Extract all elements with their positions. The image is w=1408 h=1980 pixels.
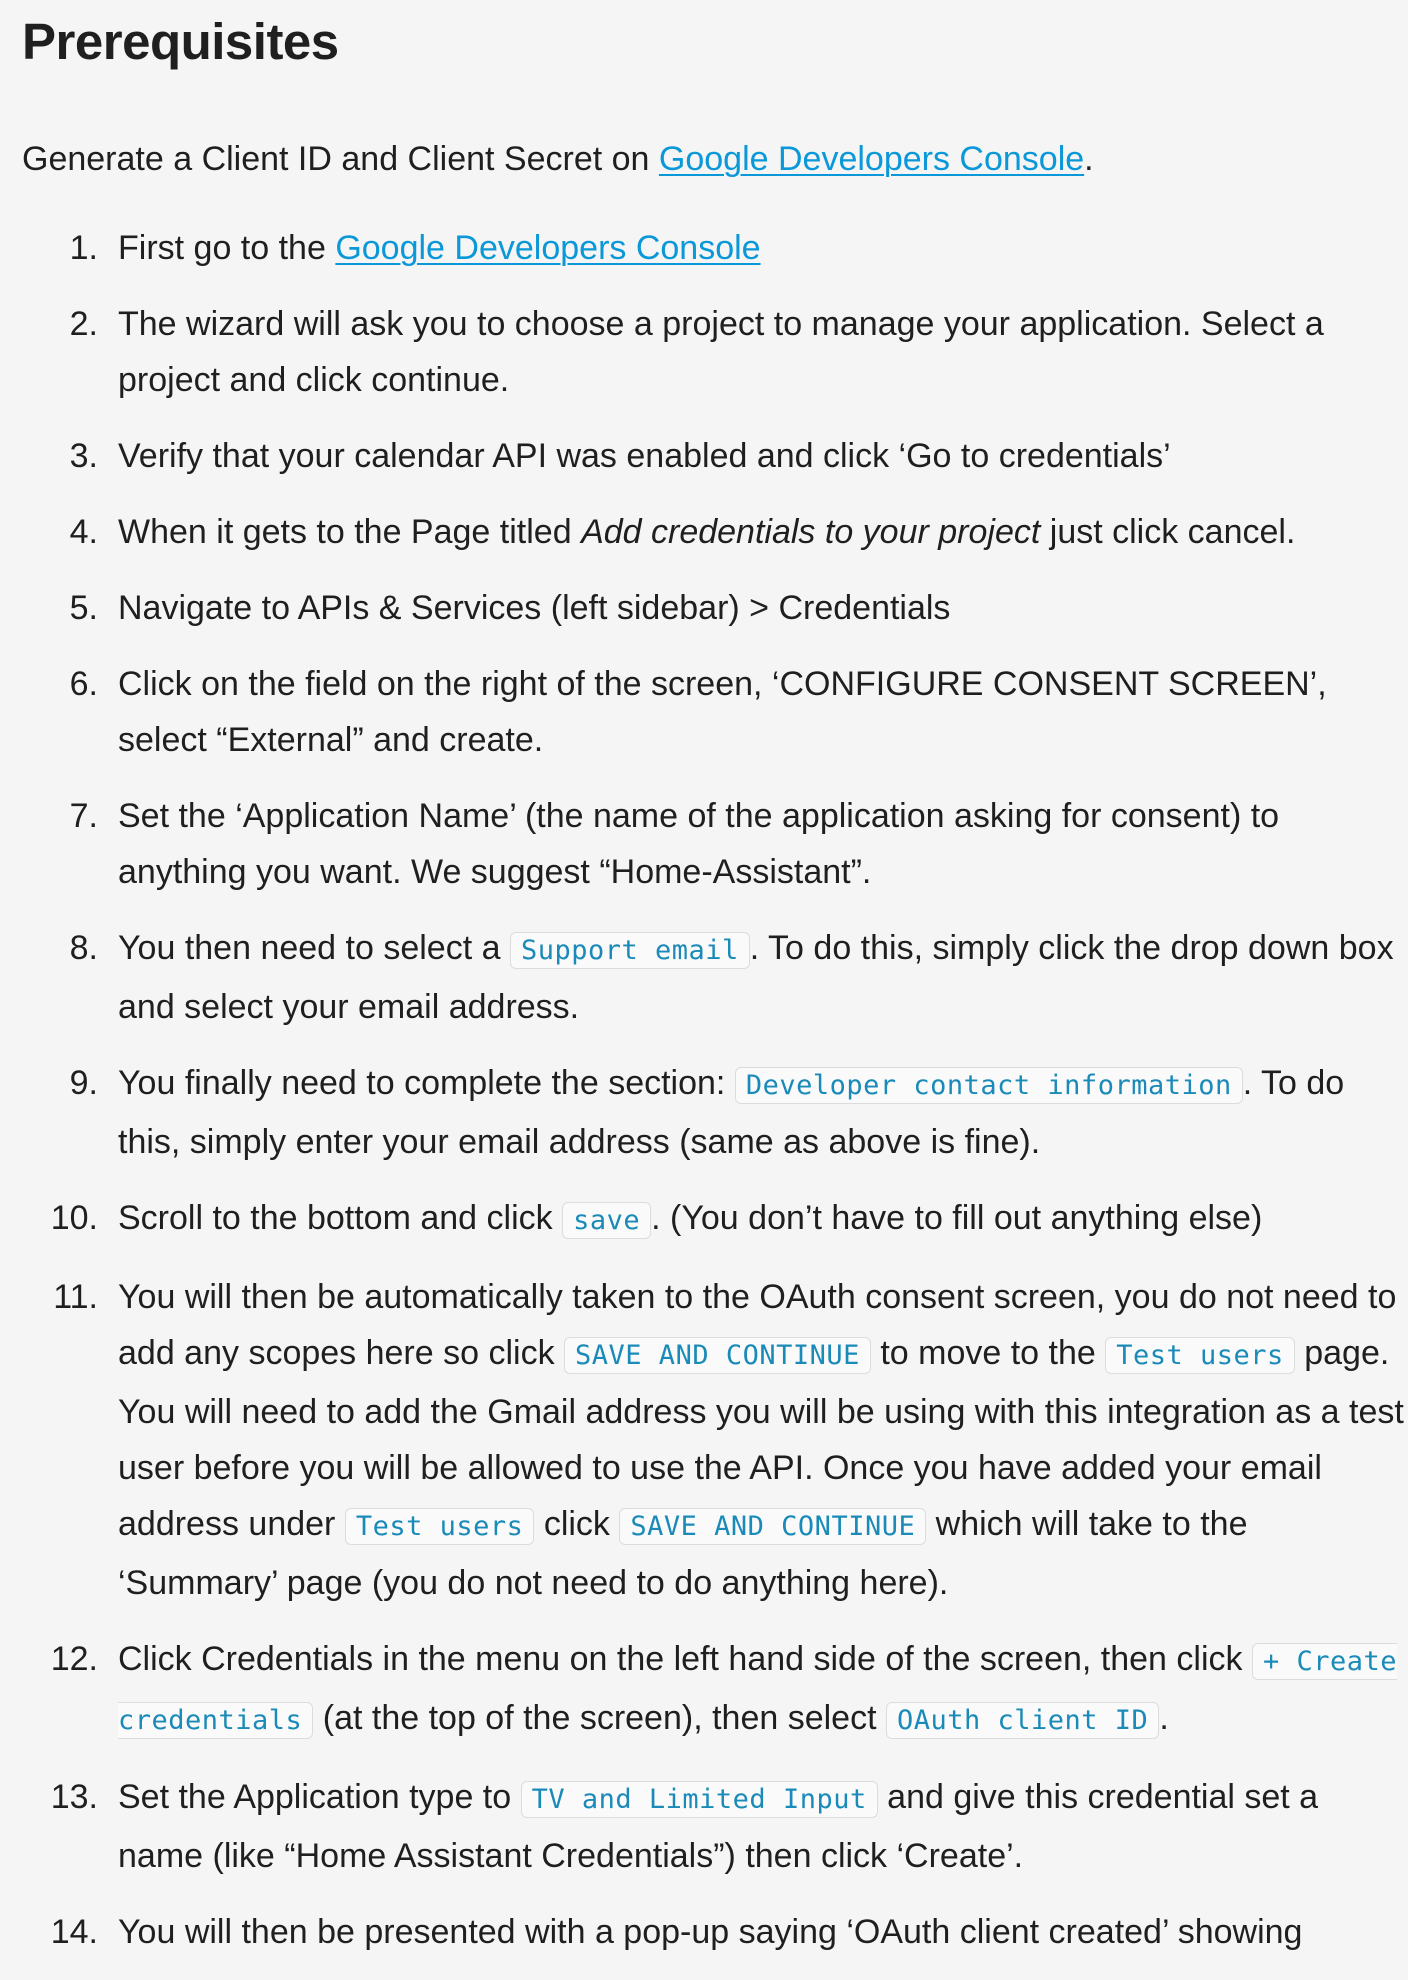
step-text: Verify that your calendar API was enabled and click ‘Go to credentials’ xyxy=(118,437,1171,475)
step-number: 5. xyxy=(69,589,98,627)
list-item xyxy=(22,428,1408,484)
step-text: and give this credential set a name (like “Home Assistant Credentials”) then click ‘Create’. xyxy=(118,1778,1319,1875)
inline-code: + Create credentials xyxy=(118,1643,1397,1739)
step-text: page. You will need to add the Gmail address you will be using with this integration as a test user before you will be allowed to use the API. Once you have added your email address under xyxy=(118,1334,1404,1543)
list-item xyxy=(22,1269,1408,1611)
document-page xyxy=(22,0,1408,1980)
step-number: 9. xyxy=(69,1064,98,1102)
inline-code: save xyxy=(562,1202,651,1239)
step-text: to move to the xyxy=(870,1334,1106,1372)
inline-code: Developer contact information xyxy=(735,1067,1243,1104)
page-title: Prerequisites xyxy=(22,13,339,70)
step-text: You will then be automatically taken to the OAuth consent screen, you do not need to add any scopes here so click xyxy=(118,1278,1397,1372)
inline-code: Support email xyxy=(510,932,750,969)
step-number: 8. xyxy=(69,929,98,967)
inline-code: SAVE AND CONTINUE xyxy=(564,1337,871,1374)
step-text: which will take to the ‘Summary’ page (you do not need to do anything here). xyxy=(118,1505,1248,1602)
step-text: Navigate to APIs & Services (left sidebar) > Credentials xyxy=(118,589,951,627)
step-text: When it gets to the Page titled xyxy=(118,513,582,551)
list-item xyxy=(22,1769,1408,1884)
inline-code: Test users xyxy=(1105,1337,1295,1374)
list-item xyxy=(22,504,1408,560)
step-text: You will then be presented with a pop-up saying ‘OAuth client created’ showing xyxy=(118,1913,1303,1951)
google-developers-console-link[interactable]: Google Developers Console xyxy=(658,140,1085,178)
step-text: You then need to select a xyxy=(118,929,510,967)
step-text: The wizard will ask you to choose a project to manage your application. Select a project and click continue. xyxy=(118,305,1324,399)
page-title-emphasis: Add credentials to your project xyxy=(581,513,1041,551)
step-text: click xyxy=(534,1505,620,1543)
step-number: 10. xyxy=(50,1199,98,1237)
step-number: 6. xyxy=(69,665,98,703)
step-text: You finally need to complete the section: xyxy=(118,1064,735,1102)
intro-paragraph xyxy=(22,131,1408,187)
step-text: . (You don’t have to fill out anything else) xyxy=(651,1199,1263,1237)
step-number: 3. xyxy=(69,437,98,475)
list-item xyxy=(22,920,1408,1035)
step-text: (at the top of the screen), then select xyxy=(313,1699,886,1737)
step-number: 13. xyxy=(50,1778,98,1816)
step-text: . To do this, simply enter your email address (same as above is fine). xyxy=(118,1064,1345,1161)
step-number: 11. xyxy=(53,1278,98,1316)
list-item xyxy=(22,1631,1408,1749)
step-text: just click cancel. xyxy=(1040,513,1296,551)
step-number: 2. xyxy=(69,305,98,343)
step-text: . xyxy=(1159,1699,1169,1737)
list-item xyxy=(22,788,1408,900)
list-item xyxy=(22,1190,1408,1249)
inline-code: OAuth client ID xyxy=(886,1702,1159,1739)
list-item xyxy=(22,1055,1408,1170)
intro-text: Generate a Client ID and Client Secret on xyxy=(22,140,659,178)
inline-code: TV and Limited Input xyxy=(521,1781,878,1818)
inline-code: SAVE AND CONTINUE xyxy=(619,1508,926,1545)
list-item xyxy=(22,1904,1408,1960)
intro-period: . xyxy=(1084,140,1094,178)
step-text: Scroll to the bottom and click xyxy=(118,1199,563,1237)
step-number: 1. xyxy=(69,229,98,267)
step-text: Set the Application type to xyxy=(118,1778,521,1816)
list-item xyxy=(22,296,1408,408)
inline-code: Test users xyxy=(345,1508,535,1545)
list-item xyxy=(22,656,1408,768)
step-number: 4. xyxy=(69,513,98,551)
step-text: Click on the field on the right of the screen, ‘CONFIGURE CONSENT SCREEN’, select “External” and create. xyxy=(118,665,1327,759)
steps-list xyxy=(22,220,1408,1960)
step-number: 7. xyxy=(69,797,98,835)
step-text: Click Credentials in the menu on the left hand side of the screen, then click xyxy=(118,1640,1252,1678)
step-number: 12. xyxy=(50,1640,98,1678)
google-developers-console-link[interactable]: Google Developers Console xyxy=(335,229,761,267)
step-text: First go to the xyxy=(118,229,336,267)
list-item xyxy=(22,220,1408,276)
step-text: Set the ‘Application Name’ (the name of the application asking for consent) to anything you want. We suggest “Home-Assistant”. xyxy=(118,797,1280,891)
step-number: 14. xyxy=(50,1913,98,1951)
list-item xyxy=(22,580,1408,636)
step-text: . To do this, simply click the drop down box and select your email address. xyxy=(118,929,1394,1026)
